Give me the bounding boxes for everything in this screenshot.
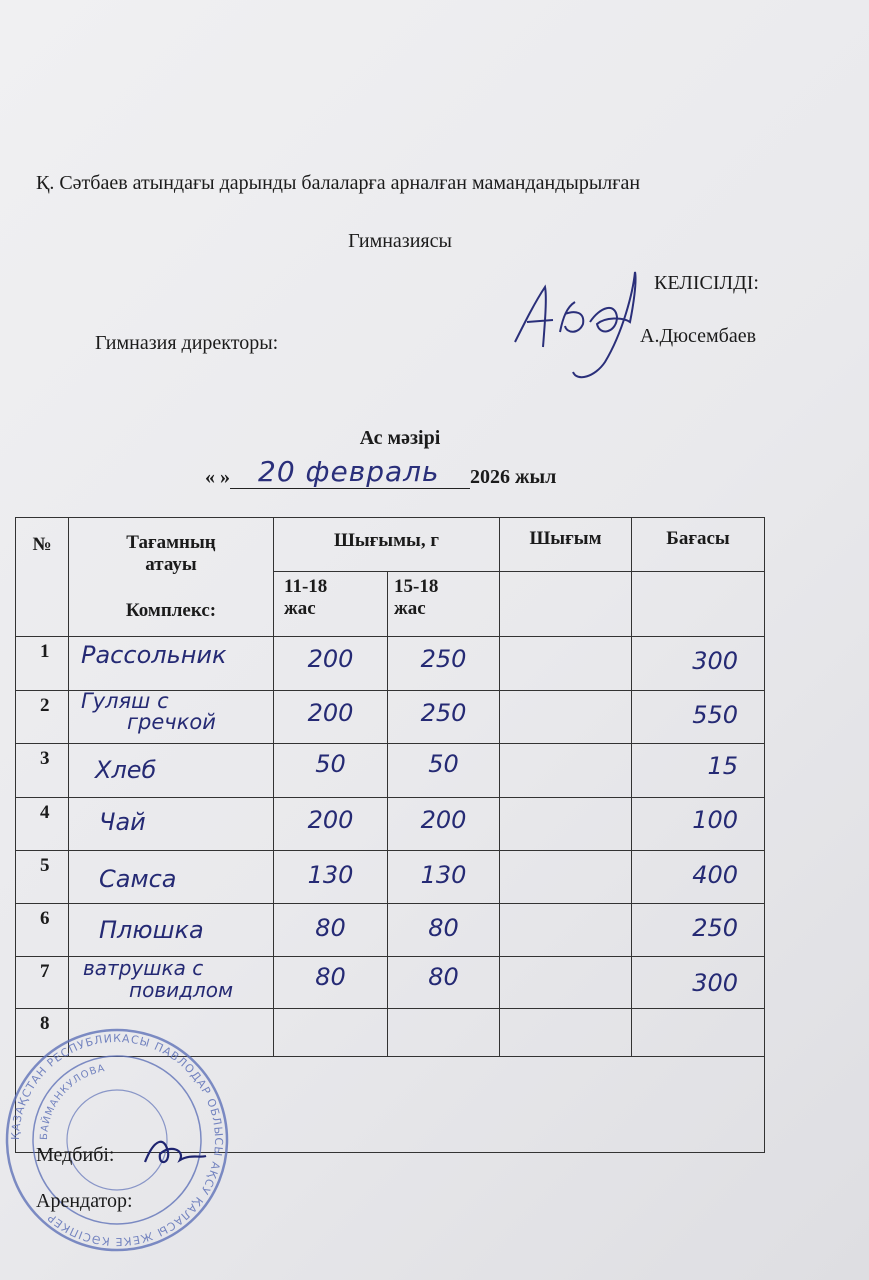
date-handwritten: 20 февраль <box>258 455 440 488</box>
svg-text:БАЙМАНКУЛОВА <box>39 1063 107 1140</box>
yield-15-18: 50 <box>388 744 500 798</box>
header-age-11-18-line2: жас <box>284 598 316 619</box>
director-name: А.Дюсембаев <box>640 325 757 347</box>
header-output-empty <box>500 572 632 637</box>
dish-name-line2: гречкой <box>127 710 216 734</box>
header-num: № <box>16 518 69 637</box>
tenant-label: Арендатор: <box>36 1190 133 1212</box>
yield-15-18: 250 <box>388 691 500 744</box>
output-cell <box>500 904 632 957</box>
price-cell <box>632 1009 765 1057</box>
table-row <box>16 744 765 798</box>
yield-15-18: 200 <box>388 798 500 851</box>
dish-name: Самса <box>69 851 274 904</box>
dish-name: Чай <box>69 798 274 851</box>
header-dish-name-line1: Тағамның <box>126 532 216 553</box>
dish-name-line1: ватрушка с <box>83 956 204 980</box>
yield-11-18 <box>274 1009 388 1057</box>
school-name-line1: Қ. Сәтбаев атындағы дарынды балаларға арналған мамандандырылған <box>36 172 641 194</box>
yield-11-18: 80 <box>274 957 388 1009</box>
yield-15-18 <box>388 1009 500 1057</box>
yield-11-18: 200 <box>274 637 388 691</box>
output-cell <box>500 957 632 1009</box>
dish-name <box>69 957 274 1009</box>
header-dish-name-line2: атауы <box>145 554 197 575</box>
dish-name: Рассольник <box>69 637 274 691</box>
stamp-inner-text: БАЙМАНКУЛОВА <box>38 1062 107 1141</box>
price-cell: 15 <box>632 744 765 798</box>
output-cell <box>500 691 632 744</box>
header-age-11-18 <box>274 572 388 637</box>
yield-15-18: 130 <box>388 851 500 904</box>
row-number: 4 <box>16 798 69 851</box>
price-cell: 250 <box>632 904 765 957</box>
table-row <box>16 904 765 957</box>
dish-name: Хлеб <box>69 744 274 798</box>
output-cell <box>500 637 632 691</box>
header-age-15-18 <box>388 572 500 637</box>
header-age-11-18-line1: 11-18 <box>284 576 328 597</box>
row-number: 8 <box>16 1009 69 1057</box>
price-cell: 100 <box>632 798 765 851</box>
row-number: 3 <box>16 744 69 798</box>
header-price: Бағасы <box>632 518 765 572</box>
dish-name: Плюшка <box>69 904 274 957</box>
price-cell: 550 <box>632 691 765 744</box>
yield-11-18: 80 <box>274 904 388 957</box>
header-dish-name <box>69 518 274 637</box>
date-prefix: « » <box>205 466 230 488</box>
header-age-15-18-line2: жас <box>394 598 426 619</box>
header-complex: Комплекс: <box>125 600 217 621</box>
table-row <box>16 637 765 691</box>
yield-15-18: 80 <box>388 957 500 1009</box>
school-name-line2: Гимназиясы <box>348 230 452 252</box>
yield-11-18: 50 <box>274 744 388 798</box>
dish-name <box>69 691 274 744</box>
yield-11-18: 200 <box>274 691 388 744</box>
row-number: 5 <box>16 851 69 904</box>
row-number: 6 <box>16 904 69 957</box>
yield-11-18: 130 <box>274 851 388 904</box>
table-row <box>16 957 765 1009</box>
price-cell: 300 <box>632 637 765 691</box>
medic-label: Медбибі: <box>36 1144 115 1166</box>
row-number: 2 <box>16 691 69 744</box>
output-cell <box>500 851 632 904</box>
director-signature <box>505 262 655 392</box>
header-price-empty <box>632 572 765 637</box>
stamp-outer-text: ҚАЗАҚСТАН РЕСПУБЛИКАСЫ ПАВЛОДАР ОБЛЫСЫ АҚСУ ҚАЛАСЫ ЖЕКЕ КӘСІПКЕР <box>8 1031 226 1249</box>
price-cell: 300 <box>632 957 765 1009</box>
date-line <box>205 455 557 489</box>
yield-15-18: 250 <box>388 637 500 691</box>
row-number: 1 <box>16 637 69 691</box>
output-cell <box>500 798 632 851</box>
yield-11-18: 200 <box>274 798 388 851</box>
dish-name-line2: повидлом <box>129 978 234 1002</box>
dish-name-line1: Гуляш с <box>81 689 169 713</box>
header-output: Шығым <box>500 518 632 572</box>
output-cell <box>500 744 632 798</box>
date-blank <box>230 455 470 489</box>
table-row <box>16 691 765 744</box>
table-row <box>16 798 765 851</box>
yield-15-18: 80 <box>388 904 500 957</box>
medic-signature <box>140 1132 210 1172</box>
director-label: Гимназия директоры: <box>95 332 279 354</box>
header-age-15-18-line1: 15-18 <box>394 576 439 597</box>
row-number: 7 <box>16 957 69 1009</box>
table-row <box>16 851 765 904</box>
header-yield: Шығымы, г <box>274 518 500 572</box>
price-cell: 400 <box>632 851 765 904</box>
page-title: Ас мәзірі <box>359 427 441 449</box>
date-suffix: 2026 жыл <box>470 466 557 488</box>
output-cell <box>500 1009 632 1057</box>
agreed-label: КЕЛІСІЛДІ: <box>654 272 759 294</box>
